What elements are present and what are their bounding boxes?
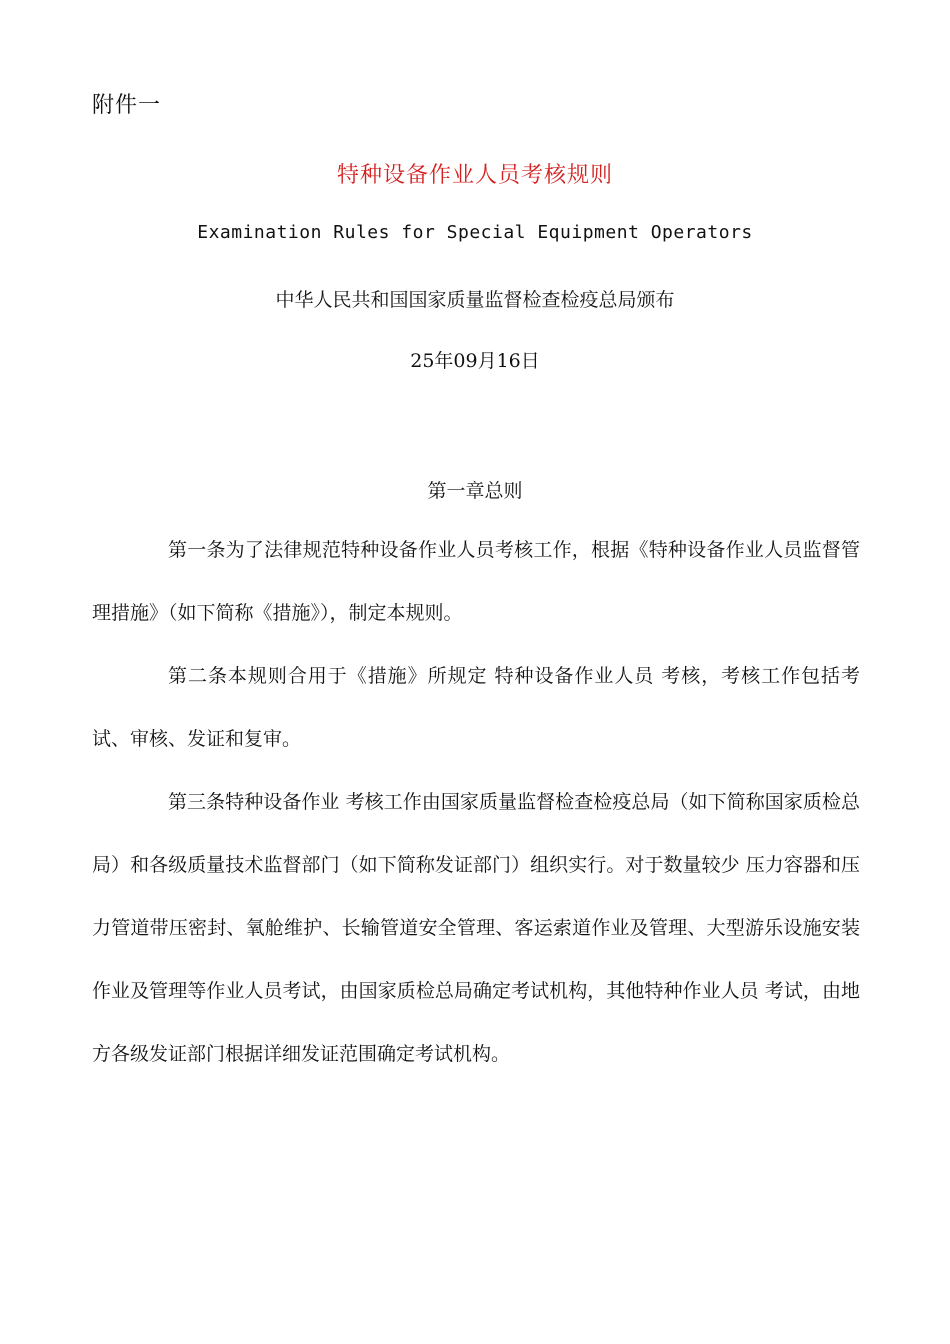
issuer-line: 中华人民共和国国家质量监督检查检疫总局颁布 [275, 289, 675, 311]
issue-date: 25年09月16日 [410, 350, 540, 372]
attachment-label: 附件一 [92, 93, 162, 118]
article-2: 第二条本规则合用于《措施》所规定 特种设备作业人员 考核，考核工作包括考试、审核、发证和复审。 [92, 665, 860, 750]
article-3: 第三条特种设备作业 考核工作由国家质量监督检查检疫总局（如下简称国家质检总局）和各级质量技术监督部门（如下简称发证部门）组织实行。对于数量较少 压力容器和压力管道带压密封、氧舱维护、长输管道安全管理、客运索道作业及管理、大型游乐设施安装作业及管理等作业人员考试，由国家质检总局确定考试机构，其他特种作业人员 考试，由地方各级发证部门根据详细发证范围确定考试机构。 [92, 791, 860, 1065]
article-1: 第一条为了法律规范特种设备作业人员考核工作，根据《特种设备作业人员监督管理措施》（如下简称《措施》），制定本规则。 [92, 539, 860, 624]
document-title-cn: 特种设备作业人员考核规则 [336, 163, 613, 188]
chapter-heading: 第一章总则 [427, 480, 523, 502]
document-title-en: Examination Rules for Special Equipment Operators [197, 222, 753, 243]
